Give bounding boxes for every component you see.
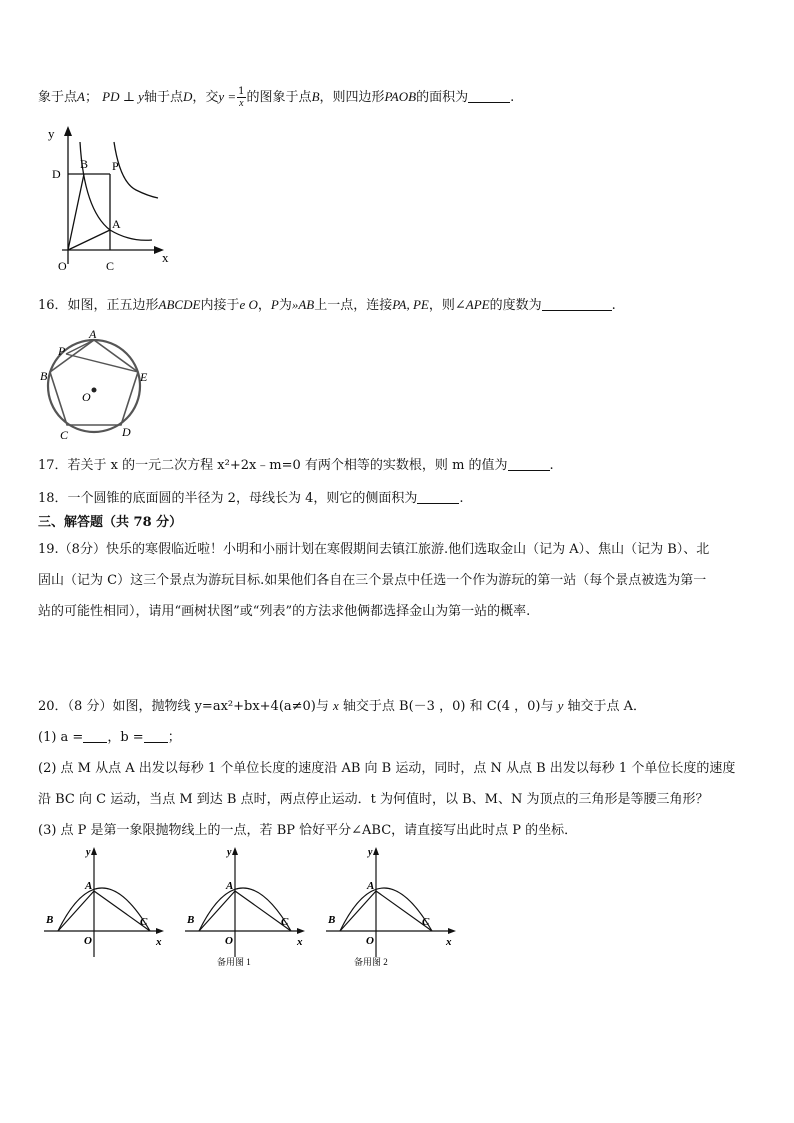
center-dot [92,388,97,393]
label-c: C [60,428,69,442]
q20-y: y [557,698,564,713]
q15-point-b: B [311,89,320,104]
segment-oa [68,230,110,250]
q16-text-3: ， [257,298,271,313]
q16-text-5: 上一点，连接 [314,298,393,313]
q18-text: 18．一个圆锥的底面圆的半径为 2，母线长为 4，则它的侧面积为 [38,491,418,506]
label-o: O [58,259,67,273]
label-b: B [40,369,48,383]
q16-circle: e O [239,297,258,312]
f3-label-o: O [366,935,374,947]
label-p: P [112,159,119,173]
f3-label-b: B [328,914,336,926]
q17-text: 17．若关于 x 的一元二次方程 x²+2x﹣m=0 有两个相等的实数根，则 m 的值为 [38,458,508,473]
q16-angle: ∠APE [454,297,490,312]
q16-point-p: P [270,297,279,312]
q16-text-1: 16．如图，正五边形 [38,298,159,313]
curve-outer [114,142,158,198]
q20-sub2-line1: (2) 点 M 从点 A 出发以每秒 1 个单位长度的速度沿 AB 向 B 运动，同时，点 N 从点 B 出发以每秒 1 个单位长度的速度 [38,761,736,776]
q20-sub1-a: (1) a = [38,730,84,745]
f1-label-x: x [156,936,162,948]
q17-answer-blank[interactable] [508,456,550,471]
f2-label-b: B [187,914,195,926]
q15-text-5: 的图象于点 [246,90,312,105]
q15-end: . [510,90,515,105]
q18-answer-blank[interactable] [417,489,459,504]
label-b: B [80,157,89,171]
q17-end: . [549,458,554,473]
q19-line-1: 19.（8分）快乐的寒假临近啦！小明和小丽计划在寒假期间去镇江旅游.他们选取金山（记为 A）、焦山（记为 B）、北 [38,542,710,557]
q20-figure-main [44,847,164,957]
q15-frac-num: 1 [238,86,245,97]
section-three-title: 三、解答题（共 78 分） [38,515,183,530]
q16-text-6: ，则 [428,298,455,313]
f2-label-x: x [297,936,303,948]
f2-label-o: O [225,935,233,947]
q20-text-2: 轴交于点 B(－3 ，0) 和 C(4 ，0)与 [338,699,558,714]
f1-label-c: C [140,916,148,928]
q15-text-3: 轴于点 [143,90,183,105]
f2-label-y: y [227,847,232,858]
label-a: A [89,330,97,341]
q15-frac-den: x [239,98,244,109]
segment-ob [68,174,84,250]
q16-text-7: 的度数为 [489,298,542,313]
q18-line [38,489,464,509]
caption-backup-2: 备用图 2 [354,957,388,967]
q16-poly: ABCDE [158,297,201,312]
q20-x: x [333,698,339,713]
label-y: y [48,126,55,141]
q15-y-eq: y = [218,89,237,104]
f2-label-c: C [281,916,289,928]
q20-a-blank[interactable] [83,728,107,743]
q20-figure-backup-2 [326,847,456,967]
q15-text-1: 象于点 [38,90,78,105]
label-a: A [112,217,121,231]
q15-text-6: ，则四边形 [319,90,385,105]
q15-text-4: ，交 [192,90,219,105]
q16-text-2: 内接于 [200,298,240,313]
q18-end: . [459,491,464,506]
q15-quad: PAOB [384,89,417,104]
q19-line-3: 站的可能性相同），请用“画树状图”或“列表”的方法求他俩都选择金山为第一站的概率. [38,604,531,619]
f3-label-x: x [446,936,452,948]
q15-line [38,86,514,109]
q15-text-7: 的面积为 [416,90,469,105]
q15-answer-blank[interactable] [468,88,510,103]
segment-pe [66,354,138,372]
q15-figure [40,122,180,277]
q20-sub1-b: ，b = [107,730,144,745]
f3-label-y: y [368,847,373,858]
q16-arc: »AB [291,297,315,312]
f1-label-o: O [84,935,92,947]
caption-backup-1: 备用图 1 [217,957,251,967]
q20-sub3: (3) 点 P 是第一象限抛物线上的一点，若 BP 恰好平分∠ABC，请直接写出此时点 P 的坐标． [38,823,578,838]
label-o: O [82,390,91,404]
f1-label-y: y [86,847,91,858]
q15-point-a: A [77,89,85,104]
q17-line [38,456,554,476]
q15-fraction [237,86,245,109]
q20-figures [40,845,470,970]
label-e: E [140,370,148,384]
q16-text-4: 为 [278,298,292,313]
f1-label-b: B [46,914,54,926]
q16-segments: PA, PE [392,297,429,312]
label-x: x [162,250,169,265]
q20-sub1-end: ； [167,730,181,745]
label-p: P [58,344,66,358]
q16-end: . [611,298,616,313]
q16-answer-blank[interactable] [542,296,612,311]
y-axis-arrow-icon [64,126,72,136]
q16-line [38,295,616,316]
f3-label-c: C [422,916,430,928]
f2-label-a: A [226,880,234,892]
q20-text-1: 20．（8 分）如图，抛物线 y=ax²+bx+4(a≠0)与 [38,699,334,714]
q15-point-d: D [182,89,193,104]
q20-text-3: 轴交于点 A． [563,699,647,714]
q20-b-blank[interactable] [144,728,168,743]
q15-text-2: ； [84,90,98,105]
f1-label-a: A [85,880,93,892]
q20-sub1 [38,728,181,748]
q15-pd-expr: PD ⊥ y [102,89,144,104]
f3-label-a: A [367,880,375,892]
label-d: D [122,425,131,439]
q20-figure-backup-1 [185,847,305,967]
label-c: C [106,259,115,273]
q16-figure [36,330,156,442]
q20-line-1 [38,696,646,717]
label-d: D [52,167,61,181]
q20-sub2-line2: 沿 BC 向 C 运动，当点 M 到达 B 点时，两点停止运动．t 为何值时，以 B、M、N 为顶点的三角形是等腰三角形？ [38,792,709,807]
q19-line-2: 固山（记为 C）这三个景点为游玩目标.如果他们各自在三个景点中任选一个作为游玩的第一站（每个景点被选为第一 [38,573,707,588]
